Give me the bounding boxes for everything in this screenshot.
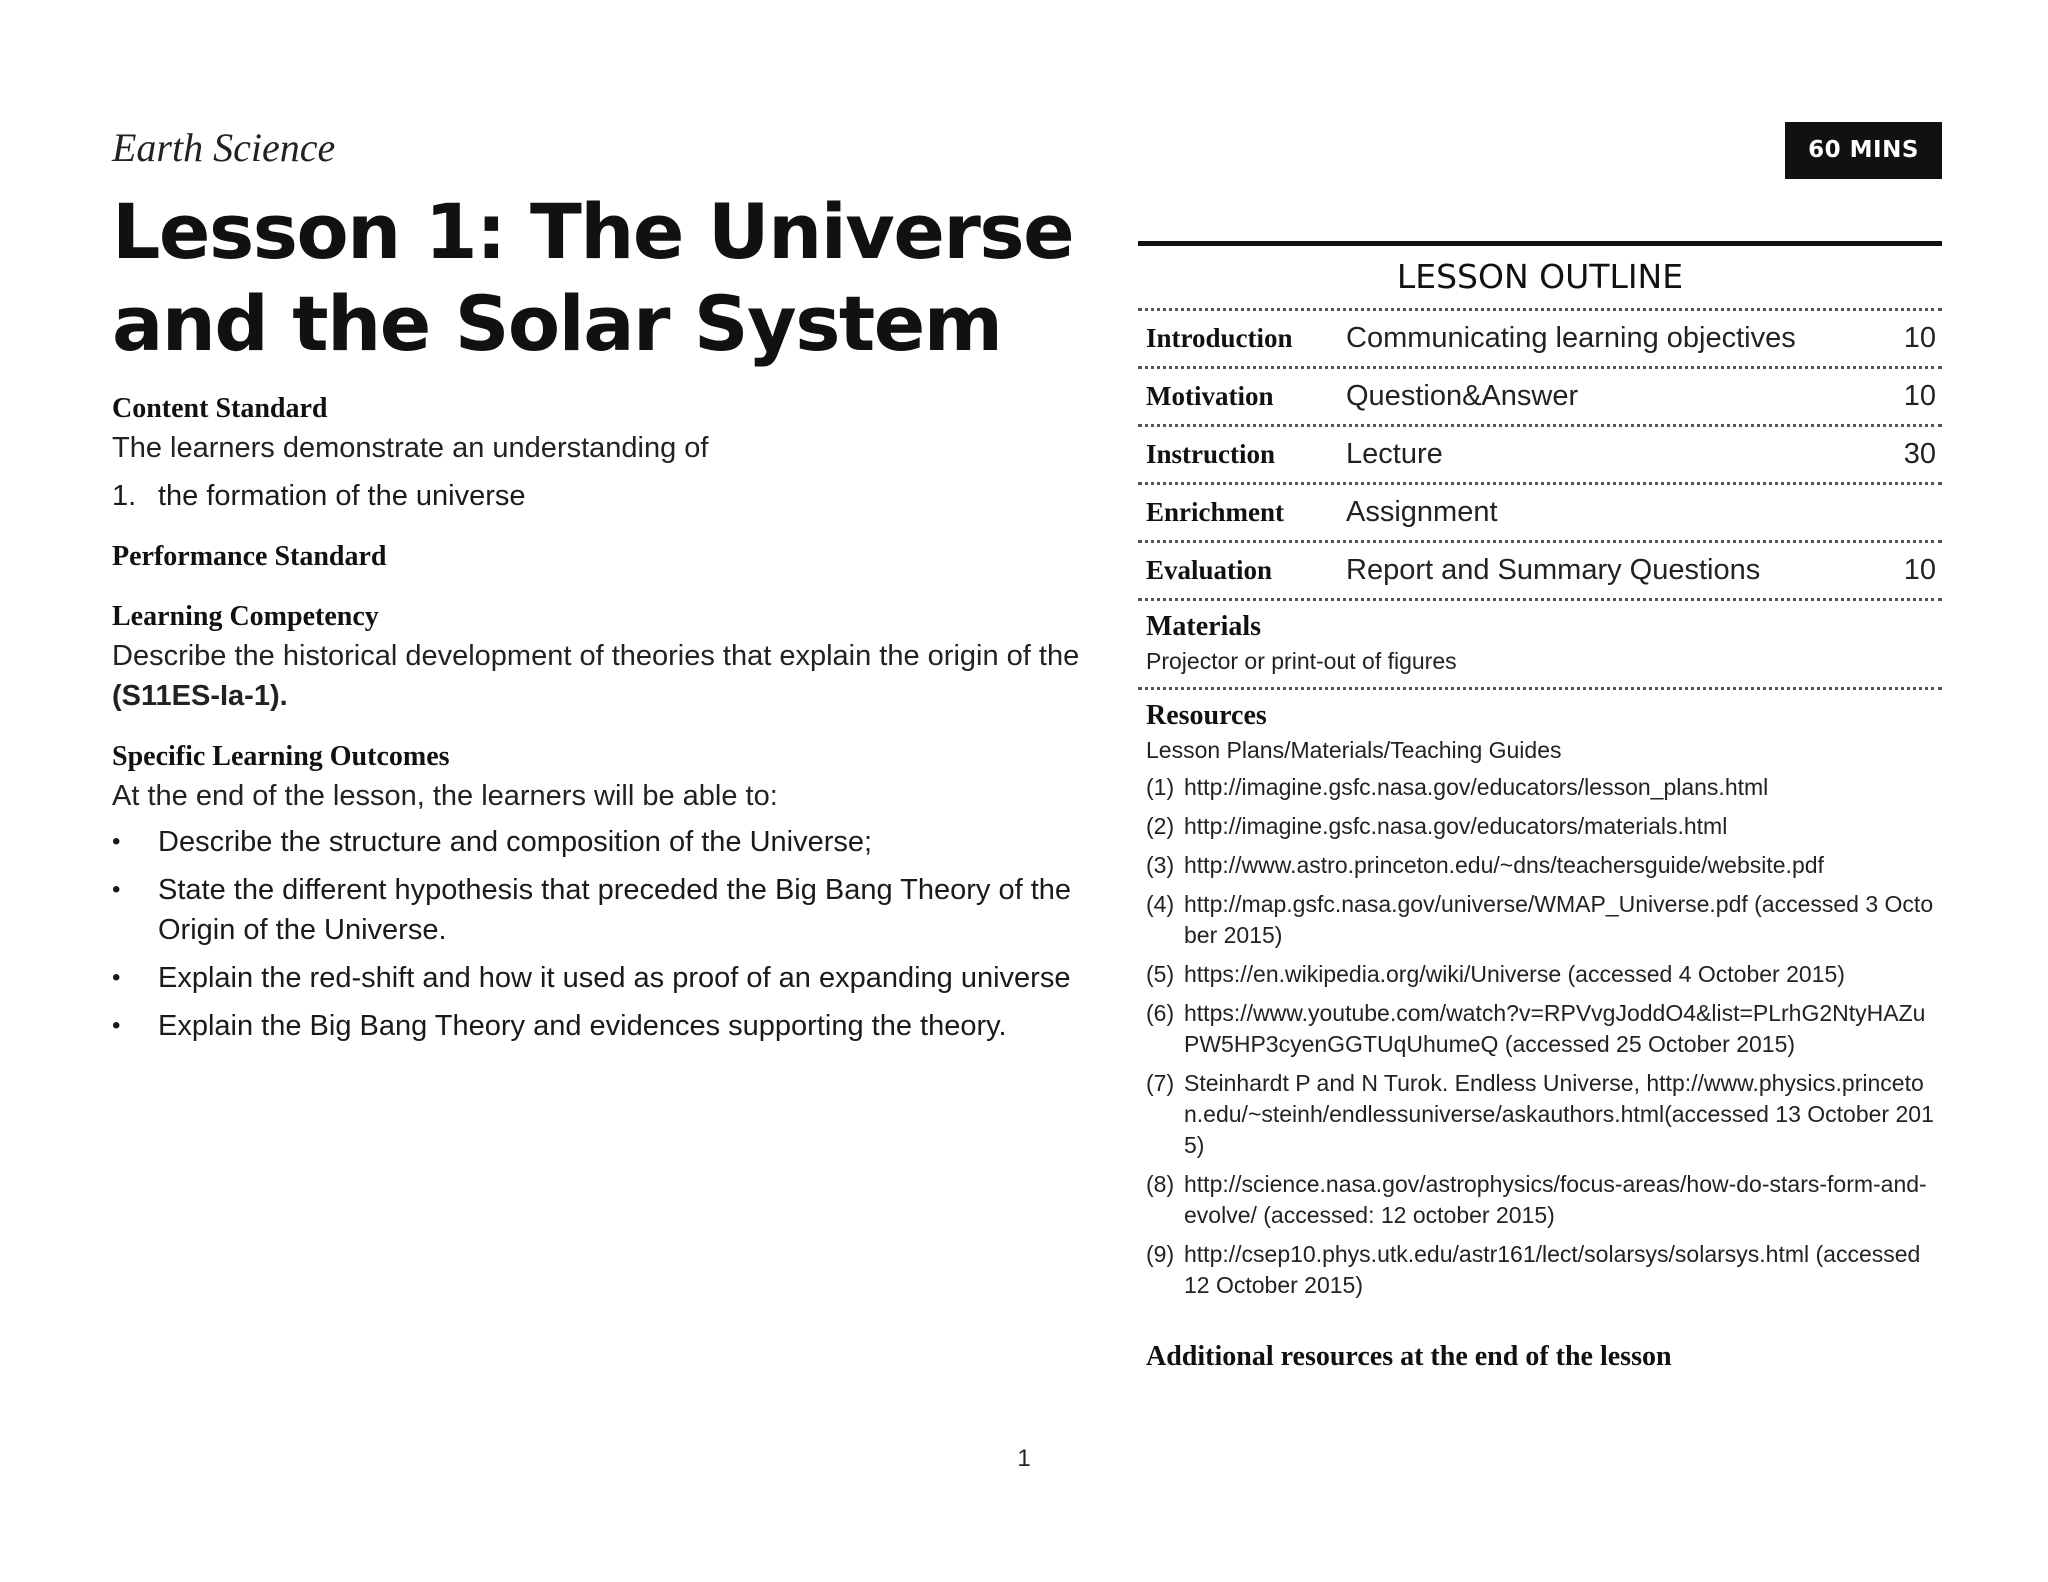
learning-competency-text: Describe the historical development of theories that explain the origin of the xyxy=(112,640,1080,672)
table-row xyxy=(1138,485,1942,540)
outcomes-section xyxy=(112,738,1112,1046)
outline-phase: Instruction xyxy=(1146,439,1276,469)
list-item xyxy=(1146,998,1934,1060)
outline-activity: Lecture xyxy=(1346,438,1443,470)
page-number: 1 xyxy=(1017,1445,1031,1472)
outline-activity: Assignment xyxy=(1346,496,1498,528)
outline-phase: Evaluation xyxy=(1146,555,1273,585)
title-line-1: Lesson 1: The Universe xyxy=(112,187,1074,276)
lesson-outline-panel xyxy=(1138,241,1942,1375)
resource-number: (2) xyxy=(1146,813,1175,839)
list-item xyxy=(112,870,1112,950)
bullet-icon: • xyxy=(112,1012,121,1039)
resource-text: http://imagine.gsfc.nasa.gov/educators/materials.html xyxy=(1184,813,1728,839)
lesson-title xyxy=(112,186,1112,370)
table-row xyxy=(1138,427,1942,482)
list-item xyxy=(1146,850,1934,881)
content-standard-heading: Content Standard xyxy=(112,393,328,424)
resources-subtitle: Lesson Plans/Materials/Teaching Guides xyxy=(1146,737,1562,763)
list-item xyxy=(1146,889,1934,951)
resource-number: (6) xyxy=(1146,1000,1175,1026)
item-text: the formation of the universe xyxy=(158,480,526,512)
outline-phase: Motivation xyxy=(1146,381,1274,411)
resource-number: (3) xyxy=(1146,852,1175,878)
list-item xyxy=(1146,1169,1934,1231)
resource-number: (1) xyxy=(1146,774,1175,800)
bullet-icon: • xyxy=(112,828,121,855)
left-column xyxy=(112,120,1112,1054)
resource-text: Steinhardt P and N Turok. Endless Universe, http://www.physics.princeton.edu/~steinh/endlessuniverse/askauthors.html(accessed 13 October 2015) xyxy=(1184,1070,1934,1158)
list-item xyxy=(1146,811,1934,842)
duration-badge: 60 MINS xyxy=(1785,122,1942,179)
resource-text: http://map.gsfc.nasa.gov/universe/WMAP_Universe.pdf (accessed 3 October 2015) xyxy=(1184,891,1934,948)
outcomes-list xyxy=(112,822,1112,1046)
bullet-icon: • xyxy=(112,964,121,991)
outline-activity: Report and Summary Questions xyxy=(1346,554,1761,586)
outline-activity: Communicating learning objectives xyxy=(1346,322,1796,354)
outcomes-intro: At the end of the lesson, the learners will be able to: xyxy=(112,780,778,812)
table-row xyxy=(1138,311,1942,366)
subject-label: Earth Science xyxy=(112,125,336,170)
materials-heading: Materials xyxy=(1146,611,1262,642)
outline-phase: Enrichment xyxy=(1146,497,1284,527)
materials-text: Projector or print-out of figures xyxy=(1146,648,1457,674)
resource-text: http://www.astro.princeton.edu/~dns/teachersguide/website.pdf xyxy=(1184,852,1824,878)
resource-number: (5) xyxy=(1146,961,1175,987)
list-item xyxy=(112,1006,1112,1046)
learning-competency-section xyxy=(112,598,1112,716)
resources-block xyxy=(1138,690,1942,1319)
list-item xyxy=(1146,1068,1934,1161)
list-item xyxy=(112,822,1112,862)
performance-standard-heading: Performance Standard xyxy=(112,541,387,572)
materials-block xyxy=(1138,601,1942,687)
table-row xyxy=(1138,543,1942,598)
resource-text: http://csep10.phys.utk.edu/astr161/lect/solarsys/solarsys.html (accessed 12 October 2015) xyxy=(1184,1241,1921,1298)
outcome-text: Explain the red-shift and how it used as proof of an expanding universe xyxy=(158,962,1071,994)
content-standard-item xyxy=(112,476,1112,516)
list-item xyxy=(1146,772,1934,803)
content-standard-section xyxy=(112,390,1112,516)
content-standard-intro: The learners demonstrate an understanding of xyxy=(112,432,709,464)
outcome-text: Explain the Big Bang Theory and evidences supporting the theory. xyxy=(158,1010,1007,1042)
outline-minutes: 30 xyxy=(1903,438,1936,470)
outline-activity: Question&Answer xyxy=(1346,380,1579,412)
outline-heading: LESSON OUTLINE xyxy=(1396,257,1684,296)
outline-minutes: 10 xyxy=(1903,380,1936,412)
list-item xyxy=(112,958,1112,998)
outcome-text: State the different hypothesis that preceded the Big Bang Theory of the Origin of the Universe. xyxy=(158,874,1072,946)
outcome-text: Describe the structure and composition of the Universe; xyxy=(158,826,873,858)
title-line-2: and the Solar System xyxy=(112,279,1002,368)
resources-heading: Resources xyxy=(1146,700,1267,731)
resources-list xyxy=(1146,772,1934,1301)
resource-text: https://en.wikipedia.org/wiki/Universe (accessed 4 October 2015) xyxy=(1184,961,1845,987)
additional-resources-note: Additional resources at the end of the lesson xyxy=(1146,1341,1672,1372)
resource-number: (8) xyxy=(1146,1171,1175,1197)
resource-text: http://science.nasa.gov/astrophysics/focus-areas/how-do-stars-form-and-evolve/ (accessed: 12 october 2015) xyxy=(1184,1171,1927,1228)
list-item xyxy=(1146,959,1934,990)
item-number: 1. xyxy=(112,480,137,512)
table-row xyxy=(1138,369,1942,424)
outline-phase: Introduction xyxy=(1146,323,1293,353)
resource-text: https://www.youtube.com/watch?v=RPVvgJoddO4&list=PLrhG2NtyHAZuPW5HP3cyenGGTUqUhumeQ (accessed 25 October 2015) xyxy=(1184,1000,1926,1057)
outline-minutes: 10 xyxy=(1903,554,1936,586)
competency-code: (S11ES-Ia-1). xyxy=(112,680,288,712)
resource-number: (4) xyxy=(1146,891,1175,917)
outline-minutes: 10 xyxy=(1903,322,1936,354)
outcomes-heading: Specific Learning Outcomes xyxy=(112,741,450,772)
resource-text: http://imagine.gsfc.nasa.gov/educators/lesson_plans.html xyxy=(1184,774,1769,800)
resource-number: (9) xyxy=(1146,1241,1175,1267)
bullet-icon: • xyxy=(112,876,121,903)
resource-number: (7) xyxy=(1146,1070,1175,1096)
list-item xyxy=(1146,1239,1934,1301)
learning-competency-heading: Learning Competency xyxy=(112,601,379,632)
